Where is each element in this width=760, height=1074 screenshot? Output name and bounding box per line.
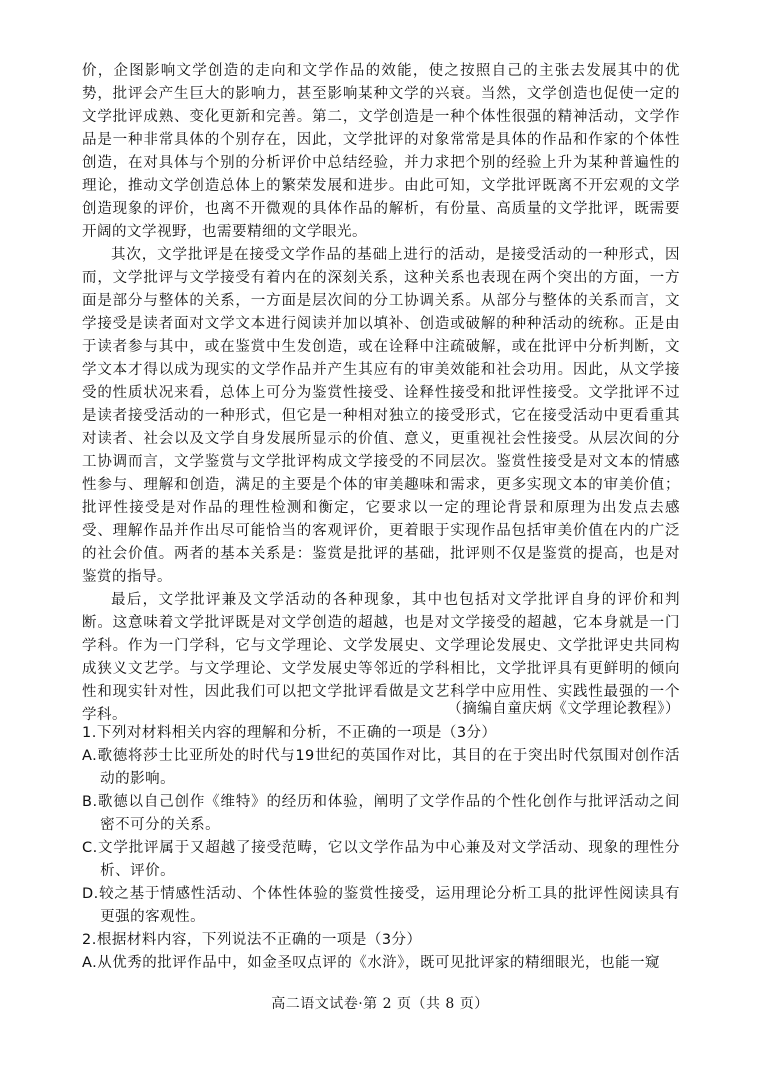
- page-footer: 高二语文试卷·第 2 页（共 8 页）: [271, 996, 489, 1012]
- question-2-stem: 2.根据材料内容，下列说法不正确的一项是（3分）: [82, 932, 422, 948]
- question-1-option-d: D.较之基于情感性活动、个体性体验的鉴赏性接受，运用理论分析工具的批评性阅读具有更强的客观性。: [82, 886, 680, 925]
- passage-source: （摘编自童庆炳《文学理论教程》）: [447, 701, 680, 717]
- passage-paragraph-2: 其次，文学批评是在接受文学作品的基础上进行的活动，是接受活动的一种形式，因而，文学批评与文学接受有着内在的深刻关系，这种关系也表现在两个突出的方面，一方面是部分与整体的关系，一方面是层次间的分工协调关系。从部分与整体的关系而言，文学接受是读者面对文学文本进行阅读并加以填补、创造或破解的种种活动的统称。正是由于读者参与其中，或在鉴赏中生发创造，或在诠释中注疏破解，或在批评中分析判断，文学文本才得以成为现实的文学作品并产生其应有的审美效能和社会功用。因此，从文学接受的性质状况来看，总体上可分为鉴赏性接受、诠释性接受和批评性接受。文学批评不过是读者接受活动的一种形式，但它是一种相对独立的接受形式，它在接受活动中更看重其对读者、社会以及文学自身发展所显示的价值、意义，更重视社会性接受。从层次间的分工协调而言，文学鉴赏与文学批评构成文学接受的不同层次。鉴赏性接受是对文本的情感性参与、理解和创造，满足的主要是个体的审美趣味和需求，更多实现文本的审美价值；批评性接受是对作品的理性检测和衡定，它要求以一定的理论背景和原理为出发点去感受、理解作品并作出尽可能恰当的客观评价，更着眼于实现作品包括审美价值在内的广泛的社会价值。两者的基本关系是：鉴赏是批评的基础，批评则不仅是鉴赏的提高，也是对鉴赏的指导。: [82, 247, 680, 585]
- passage-paragraph-1: 价，企图影响文学创造的走向和文学作品的效能，使之按照自己的主张去发展其中的优势，批评会产生巨大的影响力，甚至影响某种文学的兴衰。当然，文学创造也促使一定的文学批评成熟、变化更新和完善。第二，文学创造是一种个体性很强的精神活动，文学作品是一种非常具体的个别存在，因此，文学批评的对象常常是具体的作品和作家的个体性创造，在对具体与个别的分析评价中总结经验，并力求把个别的经验上升为某种普遍性的理论，推动文学创造总体上的繁荣发展和进步。由此可知，文学批评既离不开宏观的文学创造现象的评价，也离不开微观的具体作品的解析，有份量、高质量的文学批评，既需要开阔的文学视野，也需要精细的文学眼光。: [82, 63, 680, 240]
- question-1-option-c: C.文学批评属于又超越了接受范畴，它以文学作品为中心兼及对文学活动、现象的理性分析、评价。: [82, 840, 680, 879]
- reading-passage: [82, 60, 680, 727]
- question-2-option-a: A.从优秀的批评作品中，如金圣叹点评的《水浒》，既可见批评家的精细眼光，也能一窥: [82, 955, 661, 971]
- question-1-option-b: B.歌德以自己创作《维特》的经历和体验，阐明了文学作品的个性化创作与批评活动之间密不可分的关系。: [82, 794, 680, 833]
- question-1-option-a: A.歌德将莎士比亚所处的时代与19世纪的英国作对比，其目的在于突出时代氛围对创作活动的影响。: [82, 748, 680, 787]
- question-section: [82, 722, 680, 975]
- question-1-stem: 1.下列对材料相关内容的理解和分析，不正确的一项是（3分）: [82, 725, 497, 741]
- passage-paragraph-3: 最后，文学批评兼及文学活动的各种现象，其中也包括对文学批评自身的评价和判断。这意味着文学批评既是对文学创造的超越，也是对文学接受的超越，它本身就是一门学科。作为一门学科，它与文学理论、文学发展史、文学理论发展史、文学批评史共同构成狭义文艺学。与文学理论、文学发展史等邻近的学科相比，文学批评具有更鲜明的倾向性和现实针对性，因此我们可以把文学批评看做是文艺科学中应用性、实践性最强的一个学科。: [82, 592, 680, 723]
